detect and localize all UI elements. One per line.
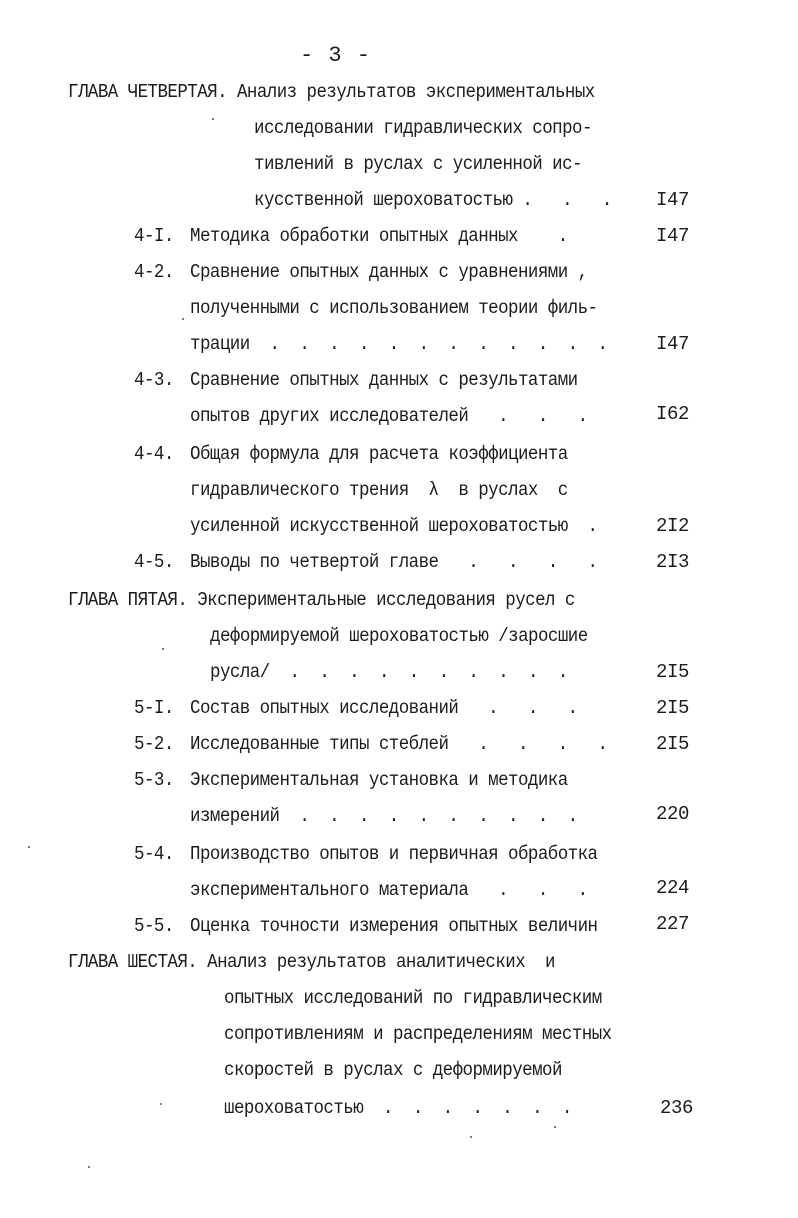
section-title-line: Состав опытных исследований . . . bbox=[190, 697, 578, 719]
section-title-line: Общая формула для расчета коэффициента bbox=[190, 443, 568, 465]
section-title-line: Выводы по четвертой главе . . . . bbox=[190, 551, 598, 573]
chapter-5-title-line: ГЛАВА ПЯТАЯ. Экспериментальные исследования русел с bbox=[68, 589, 575, 611]
section-number: 4-4. bbox=[134, 443, 174, 465]
section-title-line: Сравнение опытных данных с результатами bbox=[190, 369, 578, 391]
section-title-line: Исследованные типы стеблей . . . . bbox=[190, 733, 608, 755]
chapter-4-title-line: исследовании гидравлических сопро- bbox=[254, 117, 592, 139]
section-number: 5-2. bbox=[134, 733, 174, 755]
section-page: 2I5 bbox=[656, 697, 690, 719]
chapter-4-title-line: ГЛАВА ЧЕТВЕРТАЯ. Анализ результатов экспериментальных bbox=[68, 81, 595, 103]
section-title-line: Оценка точности измерения опытных величин bbox=[190, 915, 598, 937]
chapter-6-title-line: шероховатостью . . . . . . . bbox=[224, 1097, 572, 1119]
section-number: 5-3. bbox=[134, 769, 174, 791]
chapter-5-title-line: русла/ . . . . . . . . . . bbox=[210, 661, 568, 683]
page-number: - 3 - bbox=[300, 43, 372, 68]
scan-speck bbox=[162, 648, 164, 650]
chapter-6-title-line: ГЛАВА ШЕСТАЯ. Анализ результатов аналитических и bbox=[68, 951, 555, 973]
section-title-line: Сравнение опытных данных с уравнениями , bbox=[190, 261, 588, 283]
section-title-line: гидравлического трения λ в руслах с bbox=[190, 479, 568, 501]
section-title-line: трации . . . . . . . . . . . . bbox=[190, 333, 608, 355]
scan-speck bbox=[470, 1136, 472, 1138]
chapter-5-title-line: деформируемой шероховатостью /заросшие bbox=[210, 625, 588, 647]
chapter-4-title-line: тивлений в руслах с усиленной ис- bbox=[254, 153, 582, 175]
section-title-line: полученными с использованием теории филь- bbox=[190, 297, 598, 319]
scan-speck bbox=[28, 846, 30, 848]
section-number: 4-5. bbox=[134, 551, 174, 573]
section-title-line: Методика обработки опытных данных . bbox=[190, 225, 568, 247]
chapter-4-page: I47 bbox=[656, 189, 690, 211]
section-title-line: опытов других исследователей . . . bbox=[190, 405, 588, 427]
scan-speck bbox=[182, 318, 184, 320]
chapter-6-page: 236 bbox=[660, 1097, 694, 1119]
section-number: 5-I. bbox=[134, 697, 174, 719]
section-title-line: экспериментального материала . . . bbox=[190, 879, 588, 901]
chapter-6-title-line: сопротивлениям и распределениям местных bbox=[224, 1023, 612, 1045]
section-title-line: Экспериментальная установка и методика bbox=[190, 769, 568, 791]
section-page: 224 bbox=[656, 877, 690, 899]
section-number: 5-5. bbox=[134, 915, 174, 937]
section-page: 227 bbox=[656, 913, 690, 935]
scan-speck bbox=[554, 1126, 556, 1128]
section-page: 2I3 bbox=[656, 551, 690, 573]
chapter-6-title-line: опытных исследований по гидравлическим bbox=[224, 987, 602, 1009]
scan-speck bbox=[88, 1166, 90, 1168]
section-page: I47 bbox=[656, 333, 690, 355]
section-number: 4-I. bbox=[134, 225, 174, 247]
scan-speck bbox=[160, 1103, 162, 1105]
section-page: I47 bbox=[656, 225, 690, 247]
section-number: 4-2. bbox=[134, 261, 174, 283]
scan-speck bbox=[212, 118, 214, 120]
section-title-line: Производство опытов и первичная обработка bbox=[190, 843, 598, 865]
section-title-line: усиленной искусственной шероховатостью . bbox=[190, 515, 598, 537]
section-page: 2I2 bbox=[656, 515, 690, 537]
chapter-4-title-line: кусственной шероховатостью . . . bbox=[254, 189, 612, 211]
section-page: I62 bbox=[656, 403, 690, 425]
chapter-5-page: 2I5 bbox=[656, 661, 690, 683]
section-title-line: измерений . . . . . . . . . . bbox=[190, 805, 578, 827]
section-number: 4-3. bbox=[134, 369, 174, 391]
section-page: 2I5 bbox=[656, 733, 690, 755]
chapter-6-title-line: скоростей в руслах с деформируемой bbox=[224, 1059, 562, 1081]
section-page: 220 bbox=[656, 803, 690, 825]
section-number: 5-4. bbox=[134, 843, 174, 865]
